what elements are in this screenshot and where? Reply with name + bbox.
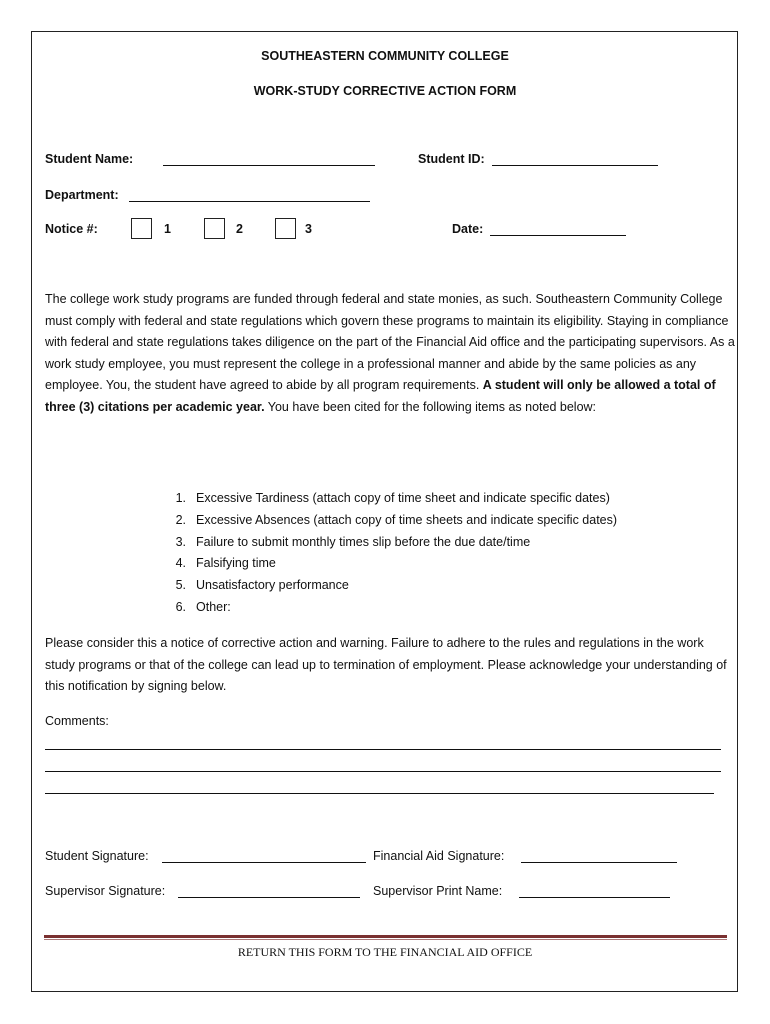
comments-line-3[interactable] (45, 793, 714, 794)
comments-line-1[interactable] (45, 749, 721, 750)
date-field[interactable] (490, 235, 626, 236)
notice-1-label: 1 (164, 222, 171, 236)
list-item: 4. Falsifying time (175, 556, 276, 571)
intro-paragraph (45, 289, 735, 418)
warning-paragraph: Please consider this a notice of corrective action and warning. Failure to adhere to the rules and regulations in the work study programs or that of the college can lead up to termination of employment. Please acknowledge your understanding of this notification by signing below. (45, 636, 727, 693)
intro-text: The college work study programs are funded through federal and state monies, as such. Southeastern Community College must comply with federal and state regulations which govern these programs to maintain its eligibility. Staying in compliance with federal and state regulations takes diligence on the part of the Financial Aid office and the participating supervisors. As a work study employee, you must represent the college in a professional manner and abide by the same policies as any employee. You, the student have agreed to abide by all program requirements. (45, 292, 735, 392)
footer-divider-thin (44, 939, 727, 940)
student-id-field[interactable] (492, 165, 658, 166)
student-name-label: Student Name: (45, 152, 134, 166)
college-name: SOUTHEASTERN COMMUNITY COLLEGE (261, 49, 509, 63)
financial-aid-signature-label: Financial Aid Signature: (373, 849, 505, 863)
citation-list (160, 488, 617, 619)
date-label: Date: (452, 222, 484, 236)
supervisor-print-name-field[interactable] (519, 897, 670, 898)
intro-after-text: You have been cited for the following items as noted below: (264, 399, 597, 414)
department-label: Department: (45, 188, 119, 202)
footer-divider (44, 935, 727, 938)
notice-3-checkbox[interactable] (275, 218, 296, 239)
notice-2-checkbox[interactable] (204, 218, 225, 239)
footer-text: RETURN THIS FORM TO THE FINANCIAL AID OFFICE (237, 945, 533, 959)
notice-1-checkbox[interactable] (131, 218, 152, 239)
supervisor-signature-field[interactable] (178, 897, 360, 898)
comments-label: Comments: (45, 714, 109, 728)
list-item: 3. Failure to submit monthly times slip before the due date/time (175, 534, 531, 549)
notice-label: Notice #: (45, 222, 98, 236)
form-title: WORK-STUDY CORRECTIVE ACTION FORM (253, 84, 517, 98)
student-signature-label: Student Signature: (45, 849, 149, 863)
financial-aid-signature-field[interactable] (521, 862, 677, 863)
student-signature-field[interactable] (162, 862, 366, 863)
intro-bold-text: A student will only be allowed a total of three (3) citations per academic year. (45, 378, 716, 414)
supervisor-signature-label: Supervisor Signature: (45, 884, 166, 898)
department-field[interactable] (129, 201, 370, 202)
list-item: 6. Other: (175, 599, 231, 614)
list-item: 5. Unsatisfactory performance (175, 578, 349, 593)
comments-line-2[interactable] (45, 771, 721, 772)
list-item: 2. Excessive Absences (attach copy of time sheets and indicate specific dates) (175, 512, 618, 527)
student-name-field[interactable] (163, 165, 375, 166)
notice-2-label: 2 (236, 222, 243, 236)
student-id-label: Student ID: (418, 152, 485, 166)
supervisor-print-name-label: Supervisor Print Name: (373, 884, 503, 898)
notice-3-label: 3 (305, 222, 312, 236)
list-item: 1. Excessive Tardiness (attach copy of time sheet and indicate specific dates) (175, 491, 610, 505)
